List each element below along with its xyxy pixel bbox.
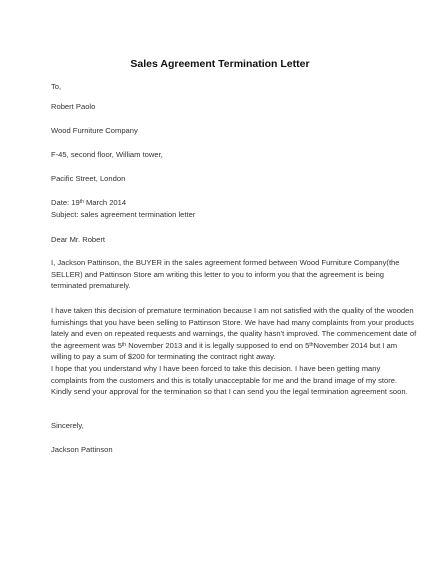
salutation: Dear Mr. Robert bbox=[51, 235, 106, 244]
commencement-text: the agreement was 5 bbox=[51, 340, 122, 350]
ordinal: th bbox=[309, 341, 314, 348]
paragraph-2-line: Kindly send your approval for the termination so that I can send you the legal termination agreement soon. bbox=[51, 387, 408, 397]
paragraph-2 bbox=[51, 305, 416, 398]
recipient-company: Wood Furniture Company bbox=[51, 126, 138, 135]
date-prefix: Date: 19 bbox=[51, 198, 80, 207]
date-ordinal: th bbox=[79, 199, 84, 205]
paragraph-1 bbox=[51, 257, 416, 292]
signature-name: Jackson Pattinson bbox=[51, 445, 113, 454]
paragraph-2-line: I have taken this decision of premature termination because I am not satisfied with the quality of the wooden bbox=[51, 306, 414, 315]
paragraph-1-line: I, Jackson Pattinson, the BUYER in the sales agreement formed between Wood Furniture Company(the bbox=[51, 258, 400, 267]
paragraph-2-line: complaints from the customers and this is totally unacceptable for me and the brand image of my store. bbox=[51, 375, 398, 385]
address-line-1: F-45, second floor, William tower, bbox=[51, 150, 163, 159]
address-line-2: Pacific Street, London bbox=[51, 174, 126, 183]
closing: Sincerely, bbox=[51, 421, 84, 430]
end-date-rest: November 2014 but I am bbox=[313, 340, 398, 350]
paragraph-2-line: lately and even on repeated requests and warnings, the quality hasn't improved. The commencement date of bbox=[51, 329, 417, 339]
end-date-text: November 2013 and it is legally supposed to end on 5 bbox=[126, 340, 310, 350]
to-label: To, bbox=[51, 82, 62, 91]
paragraph-2-line bbox=[51, 340, 416, 352]
recipient-name: Robert Paolo bbox=[51, 102, 96, 111]
paragraph-1-line: SELLER) and Pattinson Store am writing this letter to you to inform you that the agreement is being bbox=[51, 269, 385, 279]
paragraph-2-line: willing to pay a sum of $200 for terminating the contract right away. bbox=[51, 352, 276, 362]
paragraph-1-line: terminated prematurely. bbox=[51, 281, 131, 291]
letter-subject: Subject: sales agreement termination letter bbox=[51, 210, 196, 219]
ordinal: th bbox=[121, 341, 127, 348]
letter-date bbox=[51, 197, 126, 208]
paragraph-2-line: furnishings that you have been selling to Pattinson Store. We have had many complaints from your products bbox=[51, 317, 414, 327]
paragraph-2-line: I hope that you understand why I have been forced to take this decision. I have been getting many bbox=[51, 363, 381, 373]
letter-title: Sales Agreement Termination Letter bbox=[130, 58, 310, 70]
date-rest: March 2014 bbox=[83, 198, 127, 207]
